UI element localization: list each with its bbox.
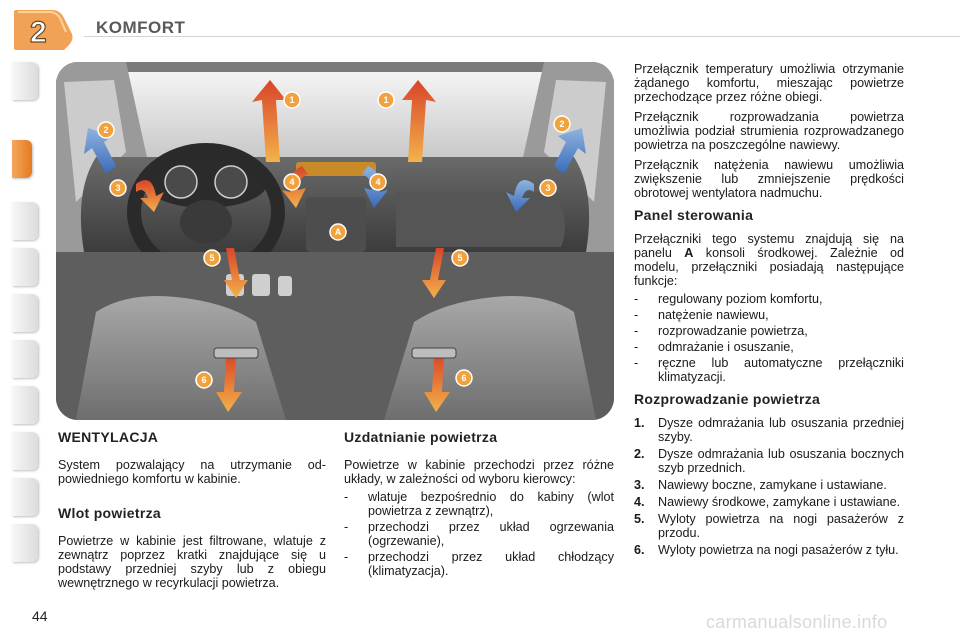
svg-text:1: 1 [383,95,389,105]
list-item: 4. Nawiewy środkowe, zamykane i ustawiane. [634,495,901,509]
conditioning-list [344,490,614,578]
svg-text:A: A [334,227,342,237]
callout-5-left [204,250,220,266]
chapter-thumb-index [12,62,38,574]
list-item: 5. Wyloty powietrza na nogi pasażerów z przodu. [634,512,904,540]
control-panel-intro: Przełączniki tego systemu znajdują się na panelu A konsoli środkowej. Zależnie od modelu, przełączniki posiadają następujące funkcje: [634,232,905,288]
callout-6-left [196,372,212,388]
control-panel-heading: Panel sterowania [634,207,754,223]
callout-4-left [284,174,300,190]
svg-text:1: 1 [289,95,295,105]
list-item: - przechodzi przez układ ogrzewania (ogrzewanie), [344,520,614,548]
watermark: carmanualsonline.info [706,612,888,632]
svg-text:6: 6 [461,373,467,383]
ventilation-heading: WENTYLACJA [58,429,159,445]
page-number: 44 [32,608,48,624]
list-item: 2. Dysze odmrażania lub osuszania bocznych szyb przednich. [634,447,904,475]
list-item: - ręczne lub automatyczne przełączniki klimatyzacji. [634,356,904,384]
conditioning-intro: Powietrze w kabinie przechodzi przez różne układy, w zależności od wyboru kierowcy: [344,458,614,486]
svg-text:5: 5 [457,253,463,263]
callout-2-left [98,122,114,138]
svg-text:3: 3 [545,183,551,193]
svg-text:2: 2 [559,119,565,129]
thumb-tab-active [12,140,32,178]
list-item: 1. Dysze odmrażania lub osuszania przedniej szyby. [634,416,904,444]
list-item: - rozprowadzanie powietrza, [634,324,808,338]
list-item: - regulowany poziom komfortu, [634,292,823,306]
svg-text:4: 4 [375,177,381,187]
chapter-badge [12,4,74,52]
control-panel-list [634,292,904,384]
callout-2-right [554,116,570,132]
temperature-paragraph: Przełącznik temperatury umożliwia otrzymanie żądanego komfortu, mieszając powietrze przechodzące przez różne obiegi. [634,62,904,104]
chapter-title: KOMFORT [96,18,186,37]
controls-column [634,62,904,557]
callout-1-right [378,92,394,108]
header-rule [84,36,960,47]
air-distribution-heading: Rozprowadzanie powietrza [634,391,821,407]
cabin-ventilation-illustration [56,62,614,420]
conditioning-heading: Uzdatnianie powietrza [344,429,498,445]
list-item: - wlatuje bezpośrednio do kabiny (wlot powietrza z zewnątrz), [344,490,614,518]
ventilation-column [58,430,326,590]
thumb-tab [12,248,38,286]
air-intake-text: Powietrze w kabinie jest filtrowane, wlatuje z zewnątrz poprzez kratki znajdujące się u podstawy przedniej szyby lub z obiegu wewnętrznego w recyrkulacji powietrza. [58,534,326,590]
svg-text:4: 4 [289,177,295,187]
thumb-tab [12,524,38,562]
callout-3-right [540,180,556,196]
thumb-tab [12,386,38,424]
chapter-number: 2 [30,16,47,49]
air-intake-heading: Wlot powietrza [58,505,161,521]
conditioning-column [344,430,614,578]
thumb-tab [12,432,38,470]
thumb-tab [12,340,38,378]
callout-6-right [456,370,472,386]
thumb-tab [12,478,38,516]
thumb-tab [12,202,38,240]
svg-text:5: 5 [209,253,215,263]
list-item: - przechodzi przez układ chłodzący (klimatyzacja). [344,550,614,578]
callout-4-right [370,174,386,190]
list-item: 6. Wyloty powietrza na nogi pasażerów z tyłu. [634,543,899,557]
thumb-tab [12,62,38,100]
callout-5-right [452,250,468,266]
fan-speed-paragraph: Przełącznik natężenia nawiewu umożliwia zwiększenie lub zmniejszenie prędkości obrotowej wentylatora nadmuchu. [634,158,904,200]
svg-text:2: 2 [103,125,109,135]
thumb-tab [12,294,38,332]
list-item: 3. Nawiewy boczne, zamykane i ustawiane. [634,478,887,492]
callout-1-left [284,92,300,108]
callout-a [330,224,346,240]
ventilation-intro: System pozwalający na utrzymanie odpowiedniego komfortu w kabinie. [58,458,326,486]
svg-text:6: 6 [201,375,207,385]
distribution-paragraph: Przełącznik rozprowadzania powietrza umożliwia podział strumienia rozprowadzanego powietrza na poszczególne nawiewy. [634,110,904,152]
callout-3-left [110,180,126,196]
air-distribution-list [634,416,904,557]
svg-text:3: 3 [115,183,121,193]
list-item: - odmrażanie i osuszanie, [634,340,794,354]
list-item: - natężenie nawiewu, [634,308,769,322]
